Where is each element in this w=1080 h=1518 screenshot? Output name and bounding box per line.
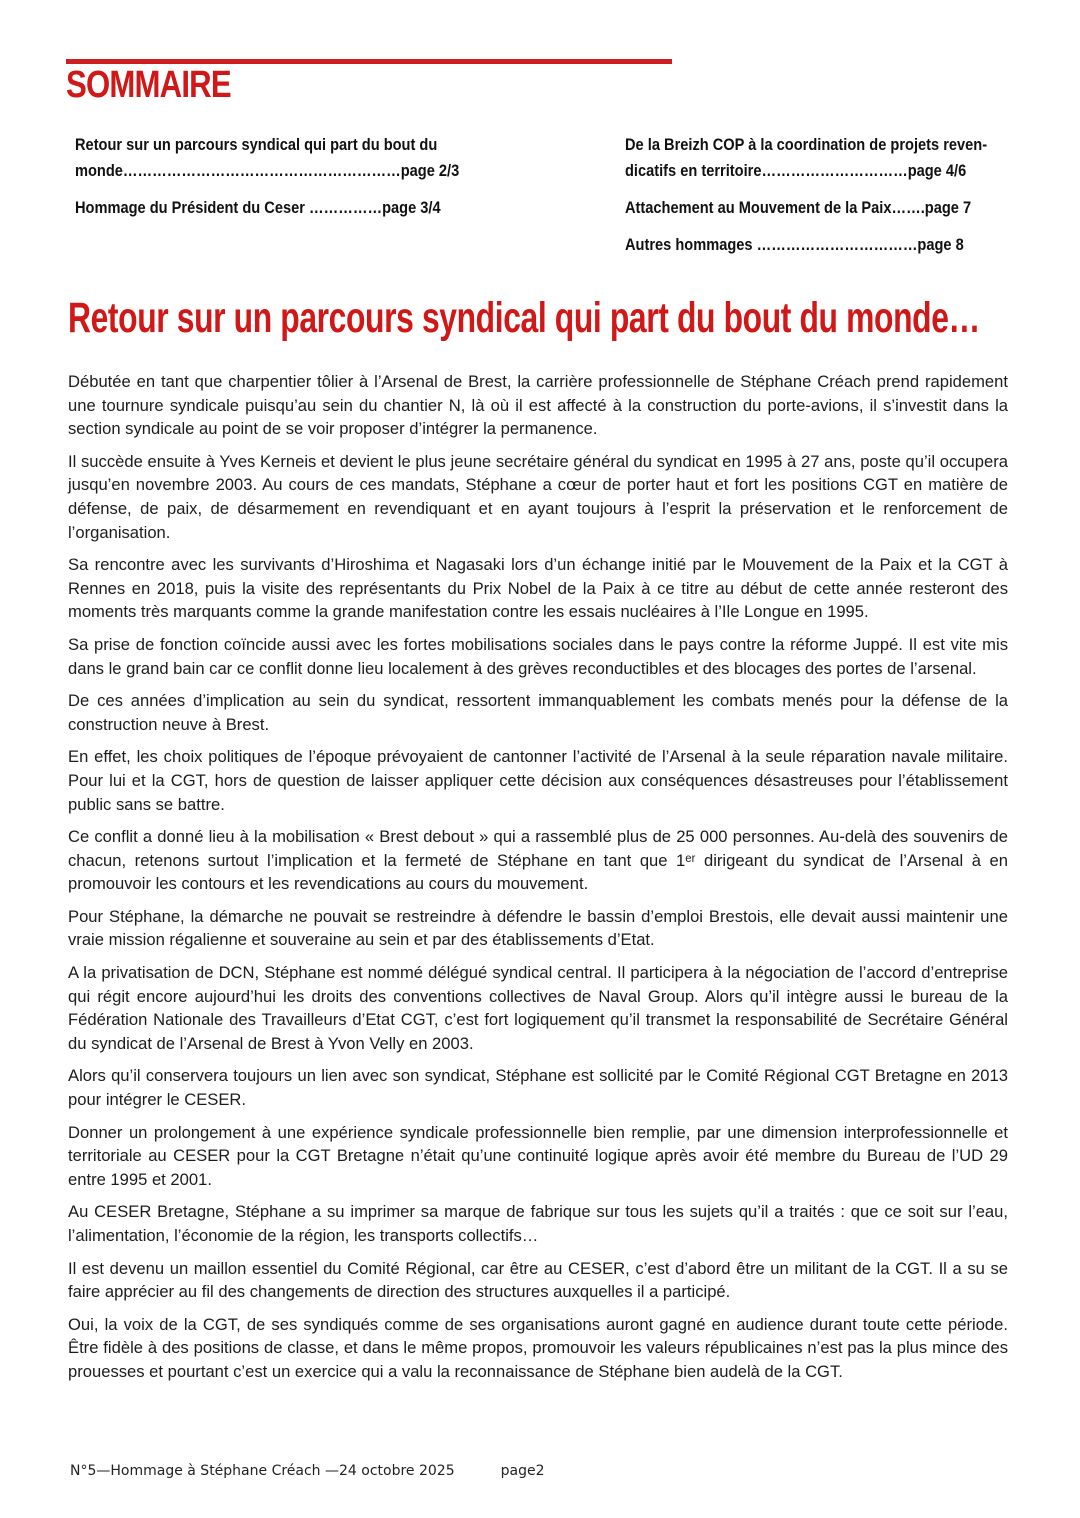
article-paragraph: Sa prise de fonction coïncide aussi avec les fortes mobilisations sociales dans le pays contre la réforme Juppé. Il est vite mis dans le grand bain car ce conflit donne lieu localement à des grèves reconductibles et des blocages des portes de l’arsenal. <box>68 634 1008 678</box>
toc-left-column <box>75 132 460 232</box>
toc-entry-line: monde…………………………………………………page 2/3 <box>75 161 460 180</box>
toc-entry-line: Attachement au Mouvement de la Paix…….page 7 <box>625 198 972 217</box>
article-body <box>68 370 1008 1393</box>
toc-entry-line: Retour sur un parcours syndical qui part du bout du <box>75 135 438 154</box>
toc-entry[interactable] <box>75 195 455 221</box>
article-paragraph: Ce conflit a donné lieu à la mobilisation « Brest debout » qui a rassemblé plus de 25 000 personnes. Au-delà des souvenirs de chacun, retenons surtout l’implication et la fermeté de Stéphane en tant que 1ᵉʳ dirigeant du syndicat de l’Arsenal à en promouvoir les contours et les revendications au cours du mouvement. <box>68 827 1008 894</box>
article-paragraph: Sa rencontre avec les survivants d’Hiroshima et Nagasaki lors d’un échange initié par le Mouvement de la Paix et la CGT à Rennes en 2018, puis la visite des représentants du Prix Nobel de la Paix à ce titre au début de cette année resteront des moments très marquants comme la grande manifestation contre les essais nucléaires à l’Ile Longue en 1995. <box>68 555 1008 622</box>
toc-entry[interactable] <box>625 195 1005 221</box>
toc-entry[interactable] <box>625 232 1005 258</box>
page-footer <box>70 1463 545 1479</box>
article-paragraph: Pour Stéphane, la démarche ne pouvait se restreindre à défendre le bassin d’emploi Brestois, elle devait aussi maintenir une vraie mission régalienne et souveraine au sein et par des établissements d’Etat. <box>68 906 1008 950</box>
toc-entry-line: De la Breizh COP à la coordination de projets reven- <box>625 135 988 154</box>
article-paragraph: Alors qu’il conservera toujours un lien avec son syndicat, Stéphane est sollicité par le Comité Régional CGT Bretagne en 2013 pour intégrer le CESER. <box>68 1066 1008 1110</box>
toc-entry-line: dicatifs en territoire…………………………page 4/6 <box>625 161 967 180</box>
article-paragraph: En effet, les choix politiques de l’époque prévoyaient de cantonner l’activité de l’Arsenal à la seule réparation navale militaire. Pour lui et la CGT, hors de question de laisser appliquer cette décision aux conséquences désastreuses pour l’établissement public sans se battre. <box>68 747 1008 814</box>
toc-entry-line: Autres hommages ……………………………page 8 <box>625 235 964 254</box>
article-paragraph: Débutée en tant que charpentier tôlier à l’Arsenal de Brest, la carrière professionnelle de Stéphane Créach prend rapidement une tournure syndicale puisqu’au sein du chantier N, là où il est affecté à la construction du porte-avions, il s’investit dans la section syndicale au point de se voir proposer d’intégrer la permanence. <box>68 372 1008 439</box>
footer-page-number: page2 <box>500 1463 545 1479</box>
article-paragraph: De ces années d’implication au sein du syndicat, ressortent immanquablement les combats menés pour la défense de la construction neuve à Brest. <box>68 691 1008 734</box>
toc-right-column <box>625 132 1005 269</box>
sommaire-title: SOMMAIRE <box>66 64 231 106</box>
article-paragraph: A la privatisation de DCN, Stéphane est nommé délégué syndical central. Il participera à la négociation de l’accord d’entreprise qui régit encore aujourd’hui les droits des conventions collectives de Naval Group. Alors qu’il intègre aussi le bureau de la Fédération Nationale des Travailleurs d’Etat CGT, c’est fort logiquement qu’il transmet la responsabilité de Secrétaire Général du syndicat de l’Arsenal de Brest à Yvon Velly en 2003. <box>68 963 1008 1053</box>
article-title: Retour sur un parcours syndical qui part du bout du monde… <box>68 294 980 342</box>
article-paragraph: Il est devenu un maillon essentiel du Comité Régional, car être au CESER, c’est d’abord être un militant de la CGT. Il a su se faire apprécier au fil des changements de direction des structures auxquelles il a participé. <box>68 1258 1008 1302</box>
toc-entry[interactable] <box>75 132 460 184</box>
footer-issue: N°5—Hommage à Stéphane Créach —24 octobre 2025 <box>70 1463 455 1479</box>
toc-entry[interactable] <box>625 132 1005 184</box>
article-paragraph: Au CESER Bretagne, Stéphane a su imprimer sa marque de fabrique sur tous les sujets qu’il a traités : que ce soit sur l’eau, l’alimentation, l’économie de la région, les transports collectifs… <box>68 1202 1008 1245</box>
article-paragraph: Oui, la voix de la CGT, de ses syndiqués comme de ses organisations auront gagné en audience durant toute cette période. Être fidèle à des positions de classe, et dans le même propos, promouvoir les valeurs républicaines n’est pas la plus mince des prouesses et pourtant c’est un exercice qui a valu la reconnaissance de Stéphane bien audelà de la CGT. <box>68 1314 1008 1381</box>
article-paragraph: Donner un prolongement à une expérience syndicale professionnelle bien remplie, par une dimension interprofessionnelle et territoriale au CESER pour la CGT Bretagne n’était qu’une continuité logique après avoir été membre du Bureau de l’UD 29 entre 1995 et 2001. <box>68 1122 1008 1189</box>
toc-entry-line: Hommage du Président du Ceser ……………page 3/4 <box>75 198 441 217</box>
article-paragraph: Il succède ensuite à Yves Kerneis et devient le plus jeune secrétaire général du syndicat en 1995 à 27 ans, poste qu’il occupera jusqu’en novembre 2003. Au cours de ces mandats, Stéphane a cœur de porter haut et fort les positions CGT en matière de défense, de paix, de désarmement en revendiquant et en ayant toujours à l’esprit la préservation et le renforcement de l’organisation. <box>68 451 1008 542</box>
